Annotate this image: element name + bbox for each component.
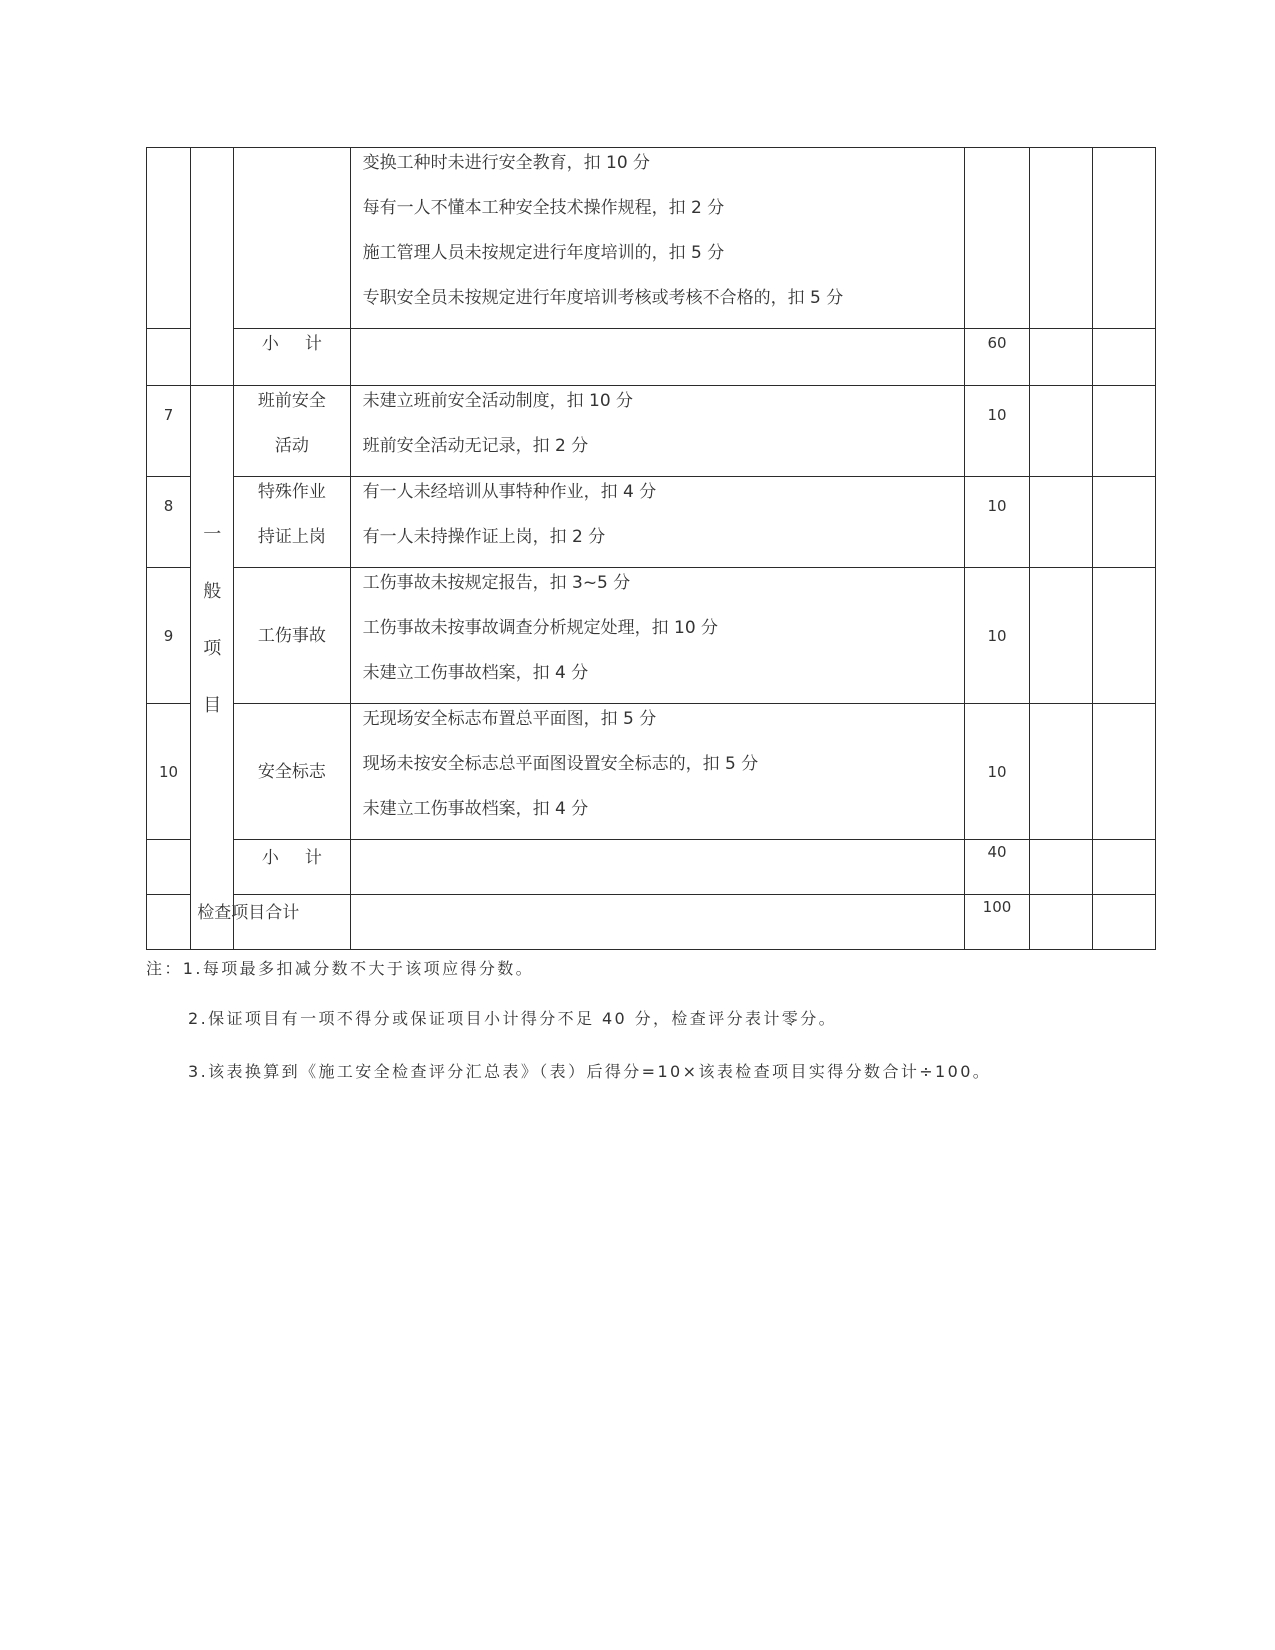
category-char: 项 (203, 638, 222, 659)
standard-line: 有一人未经培训从事特种作业，扣 4 分 (362, 482, 657, 502)
standard-line: 现场未按安全标志总平面图设置安全标志的，扣 5 分 (362, 754, 759, 774)
actual-score-cell (1092, 329, 1155, 386)
table-row-subtotal (147, 840, 1156, 895)
standard-line: 班前安全活动无记录，扣 2 分 (362, 436, 589, 456)
total-points: 100 (965, 895, 1029, 950)
table-row (147, 477, 1156, 568)
actual-score-cell (1092, 704, 1155, 840)
item-name: 班前安全 活动 (234, 386, 350, 477)
row-number: 9 (147, 568, 191, 704)
standard-cell (350, 840, 965, 895)
table-row (147, 568, 1156, 704)
number-cell (147, 148, 191, 329)
category-char: 一 (203, 524, 222, 545)
standard-cell (350, 895, 965, 950)
number-cell (147, 840, 191, 895)
standard-cell (350, 148, 965, 329)
points-cell: 10 (965, 704, 1029, 840)
standard-line: 未建立工伤事故档案，扣 4 分 (362, 663, 589, 683)
item-name: 特殊作业 持证上岗 (234, 477, 350, 568)
standard-line: 无现场安全标志布置总平面图，扣 5 分 (362, 709, 657, 729)
actual-score-cell (1092, 477, 1155, 568)
note-1: 注：1.每项最多扣减分数不大于该项应得分数。 (146, 959, 535, 978)
standard-line: 未建立工伤事故档案，扣 4 分 (362, 799, 589, 819)
category-general-items (191, 386, 234, 950)
standard-line: 工伤事故未按事故调查分析规定处理，扣 10 分 (362, 618, 719, 638)
actual-score-cell (1092, 840, 1155, 895)
category-char: 般 (203, 581, 222, 602)
points-cell: 10 (965, 477, 1029, 568)
deduction-cell (1029, 477, 1092, 568)
actual-score-cell (1092, 386, 1155, 477)
item-name: 工伤事故 (234, 568, 350, 704)
subtotal-points: 60 (965, 329, 1029, 386)
table-row-total (147, 895, 1156, 950)
actual-score-cell (1092, 895, 1155, 950)
table-row-subtotal (147, 329, 1156, 386)
actual-score-cell (1092, 148, 1155, 329)
points-cell (965, 148, 1029, 329)
deduction-cell (1029, 148, 1092, 329)
standard-line: 施工管理人员未按规定进行年度培训的，扣 5 分 (362, 243, 725, 263)
subtotal-label: 小 计 (234, 840, 350, 895)
note-2: 2.保证项目有一项不得分或保证项目小计得分不足 40 分，检查评分表计零分。 (188, 1009, 837, 1028)
item-cell (234, 148, 350, 329)
points-cell: 10 (965, 568, 1029, 704)
standard-cell (350, 386, 965, 477)
row-number: 8 (147, 477, 191, 568)
deduction-cell (1029, 568, 1092, 704)
table-row (147, 386, 1156, 477)
deduction-cell (1029, 895, 1092, 950)
category-char: 目 (203, 695, 222, 716)
item-name: 安全标志 (234, 704, 350, 840)
standard-line: 变换工种时未进行安全教育，扣 10 分 (362, 153, 651, 173)
deduction-cell (1029, 840, 1092, 895)
standard-cell (350, 329, 965, 386)
table-row-continuation (147, 148, 1156, 329)
category-cell-prev (191, 148, 234, 386)
number-cell (147, 329, 191, 386)
standard-cell (350, 568, 965, 704)
note-3: 3.该表换算到《施工安全检查评分汇总表》（表）后得分=10×该表检查项目实得分数合计÷100。 (188, 1062, 992, 1081)
row-number: 10 (147, 704, 191, 840)
deduction-cell (1029, 329, 1092, 386)
deduction-cell (1029, 386, 1092, 477)
standard-line: 每有一人不懂本工种安全技术操作规程，扣 2 分 (362, 198, 725, 218)
table-row (147, 704, 1156, 840)
standard-cell (350, 704, 965, 840)
safety-inspection-score-table (146, 147, 1156, 950)
standard-line: 有一人未持操作证上岗，扣 2 分 (362, 527, 606, 547)
standard-line: 未建立班前安全活动制度，扣 10 分 (362, 391, 634, 411)
actual-score-cell (1092, 568, 1155, 704)
standard-cell (350, 477, 965, 568)
subtotal-label: 小 计 (234, 329, 350, 386)
row-number: 7 (147, 386, 191, 477)
subtotal-points: 40 (965, 840, 1029, 895)
points-cell: 10 (965, 386, 1029, 477)
total-label: 检查项目合计 (147, 895, 351, 950)
standard-line: 专职安全员未按规定进行年度培训考核或考核不合格的，扣 5 分 (362, 288, 844, 308)
deduction-cell (1029, 704, 1092, 840)
standard-line: 工伤事故未按规定报告，扣 3~5 分 (362, 573, 631, 593)
